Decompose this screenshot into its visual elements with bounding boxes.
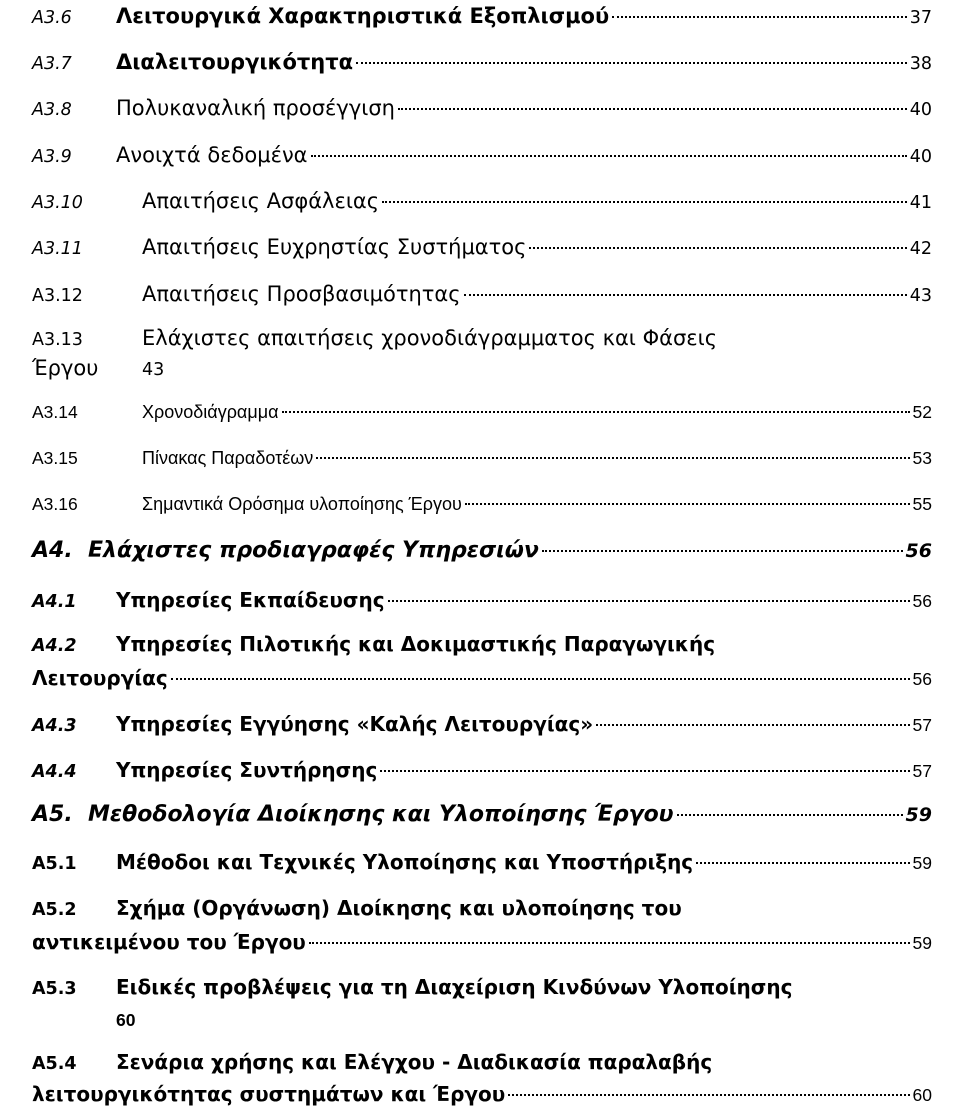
dot-leader — [677, 814, 903, 816]
dot-leader — [388, 600, 910, 602]
toc-page-number: 40 — [909, 147, 932, 167]
toc-number: A5.2 — [32, 900, 77, 920]
toc-entry-a5-2-continuation — [32, 930, 932, 954]
dot-leader — [356, 62, 907, 64]
toc-title: Σενάρια χρήσης και Ελέγχου - Διαδικασία παραλαβής — [116, 1050, 713, 1074]
toc-entry-a4-2-continuation — [32, 666, 932, 690]
toc-entry-a5-3[interactable] — [32, 975, 932, 999]
toc-number: A3.8 — [32, 100, 72, 120]
toc-page-number: 41 — [909, 193, 932, 213]
toc-entry-a3-16[interactable] — [32, 494, 932, 515]
toc-page-number: 53 — [912, 448, 932, 468]
dot-leader — [508, 1094, 909, 1096]
toc-number: A3.15 — [32, 448, 78, 468]
dot-leader — [382, 201, 907, 203]
toc-page-number: 57 — [912, 715, 932, 735]
toc-title-continuation: Έργου — [32, 356, 99, 380]
toc-title: Απαιτήσεις Προσβασιμότητας — [142, 282, 461, 306]
toc-entry-a3-8[interactable] — [32, 96, 932, 120]
toc-title: Διαλειτουργικότητα — [116, 50, 354, 74]
toc-page-number: 59 — [912, 933, 932, 953]
toc-entry-a3-14[interactable] — [32, 402, 932, 423]
toc-title: Λειτουργικά Χαρακτηριστικά Εξοπλισμού — [116, 4, 610, 28]
toc-entry-a3-10[interactable] — [32, 189, 932, 213]
toc-title-continuation: Λειτουργίας — [32, 666, 168, 690]
toc-entry-a3-15[interactable] — [32, 448, 932, 469]
toc-title: Απαιτήσεις Ασφάλειας — [142, 189, 380, 213]
dot-leader — [171, 678, 910, 680]
toc-page-number: 56 — [912, 669, 932, 689]
toc-entry-a5-1[interactable] — [32, 850, 932, 874]
toc-page-number: 43 — [142, 360, 165, 380]
toc-title: Απαιτήσεις Ευχρηστίας Συστήματος — [142, 235, 527, 259]
dot-leader — [311, 155, 907, 157]
toc-entry-a4-1[interactable] — [32, 588, 932, 612]
toc-number: A3.12 — [32, 286, 83, 306]
toc-entry-a3-11[interactable] — [32, 235, 932, 259]
toc-page-number: 42 — [909, 239, 932, 259]
toc-number: A3.11 — [32, 239, 83, 259]
toc-entry-a4[interactable] — [32, 538, 932, 563]
toc-entry-a4-2[interactable] — [32, 632, 932, 656]
toc-number: A5.1 — [32, 854, 77, 874]
dot-leader — [464, 294, 907, 296]
toc-title: Σχήμα (Οργάνωση) Διοίκησης και υλοποίησης του — [116, 896, 682, 920]
dot-leader — [596, 724, 909, 726]
toc-entry-a3-13-continuation — [32, 356, 164, 380]
toc-page-number: 56 — [905, 540, 932, 562]
toc-page-number: 59 — [912, 853, 932, 873]
toc-number: A3.9 — [32, 147, 72, 167]
toc-number: A3.7 — [32, 54, 72, 74]
dot-leader — [316, 457, 909, 459]
toc-title: Υπηρεσίες Πιλοτικής και Δοκιμαστικής Παραγωγικής — [116, 632, 716, 656]
toc-number: A4.3 — [32, 716, 77, 736]
toc-page-number: 60 — [912, 1085, 932, 1105]
toc-number: A4. — [32, 538, 73, 563]
dot-leader — [398, 108, 907, 110]
toc-entry-a4-4[interactable] — [32, 758, 932, 782]
toc-title: Πολυκαναλική προσέγγιση — [116, 96, 395, 120]
dot-leader — [309, 942, 910, 944]
toc-title: Ειδικές προβλέψεις για τη Διαχείριση Κινδύνων Υλοποίησης — [116, 975, 793, 999]
toc-page-number: 59 — [905, 804, 932, 826]
toc-number: A5.4 — [32, 1054, 77, 1074]
dot-leader — [612, 16, 907, 18]
toc-entry-a3-9[interactable] — [32, 143, 932, 167]
toc-number: A3.6 — [32, 8, 72, 28]
toc-title: Ελάχιστες απαιτήσεις χρονοδιάγραμματος και Φάσεις — [142, 326, 718, 350]
toc-title: Μεθοδολογία Διοίκησης και Υλοποίησης Έργου — [88, 802, 674, 827]
toc-entry-a5-4[interactable] — [32, 1050, 932, 1074]
toc-page-number: 57 — [912, 761, 932, 781]
toc-number: A3.16 — [32, 494, 78, 514]
toc-page-number: 37 — [909, 8, 932, 28]
toc-page-number: 55 — [912, 494, 932, 514]
toc-number: A3.10 — [32, 193, 83, 213]
toc-page-number: 52 — [912, 402, 932, 422]
toc-title: Υπηρεσίες Εγγύησης «Καλής Λειτουργίας» — [116, 712, 594, 736]
dot-leader — [282, 411, 910, 413]
toc-number: A3.13 — [32, 330, 83, 350]
toc-title: Ελάχιστες προδιαγραφές Υπηρεσιών — [88, 538, 539, 563]
dot-leader — [529, 247, 906, 249]
toc-entry-a3-13[interactable] — [32, 326, 932, 350]
toc-title: Πίνακας Παραδοτέων — [142, 448, 314, 468]
toc-page-number: 60 — [116, 1010, 136, 1030]
toc-number: A5. — [32, 802, 73, 827]
dot-leader — [380, 770, 909, 772]
toc-title: Μέθοδοι και Τεχνικές Υλοποίησης και Υποστήριξης — [116, 850, 694, 874]
toc-entry-a3-7[interactable] — [32, 50, 932, 74]
toc-title-continuation: λειτουργικότητας συστημάτων και Έργου — [32, 1082, 506, 1106]
toc-page-number: 56 — [912, 591, 932, 611]
dot-leader — [696, 862, 909, 864]
toc-title: Χρονοδιάγραμμα — [142, 402, 279, 422]
toc-title-continuation: αντικειμένου του Έργου — [32, 930, 306, 954]
toc-title: Υπηρεσίες Εκπαίδευσης — [116, 588, 385, 612]
toc-entry-a3-6[interactable] — [32, 4, 932, 28]
toc-page-number: 38 — [909, 54, 932, 74]
dot-leader — [542, 550, 903, 552]
toc-entry-a4-3[interactable] — [32, 712, 932, 736]
toc-title: Ανοιχτά δεδομένα — [116, 143, 308, 167]
toc-title: Σημαντικά Ορόσημα υλοποίησης Έργου — [142, 494, 462, 514]
toc-page-number: 40 — [909, 100, 932, 120]
toc-number: A4.2 — [32, 636, 77, 656]
dot-leader — [465, 503, 910, 505]
toc-entry-a5-2[interactable] — [32, 896, 932, 920]
toc-entry-a5-3-continuation — [116, 1010, 135, 1031]
toc-title: Υπηρεσίες Συντήρησης — [116, 758, 378, 782]
toc-entry-a5-4-continuation — [32, 1082, 932, 1106]
toc-number: A5.3 — [32, 979, 77, 999]
toc-number: A3.14 — [32, 402, 78, 422]
toc-page-number: 43 — [909, 286, 932, 306]
toc-number: A4.4 — [32, 762, 77, 782]
toc-number: A4.1 — [32, 592, 77, 612]
toc-entry-a3-12[interactable] — [32, 282, 932, 306]
toc-entry-a5[interactable] — [32, 802, 932, 827]
